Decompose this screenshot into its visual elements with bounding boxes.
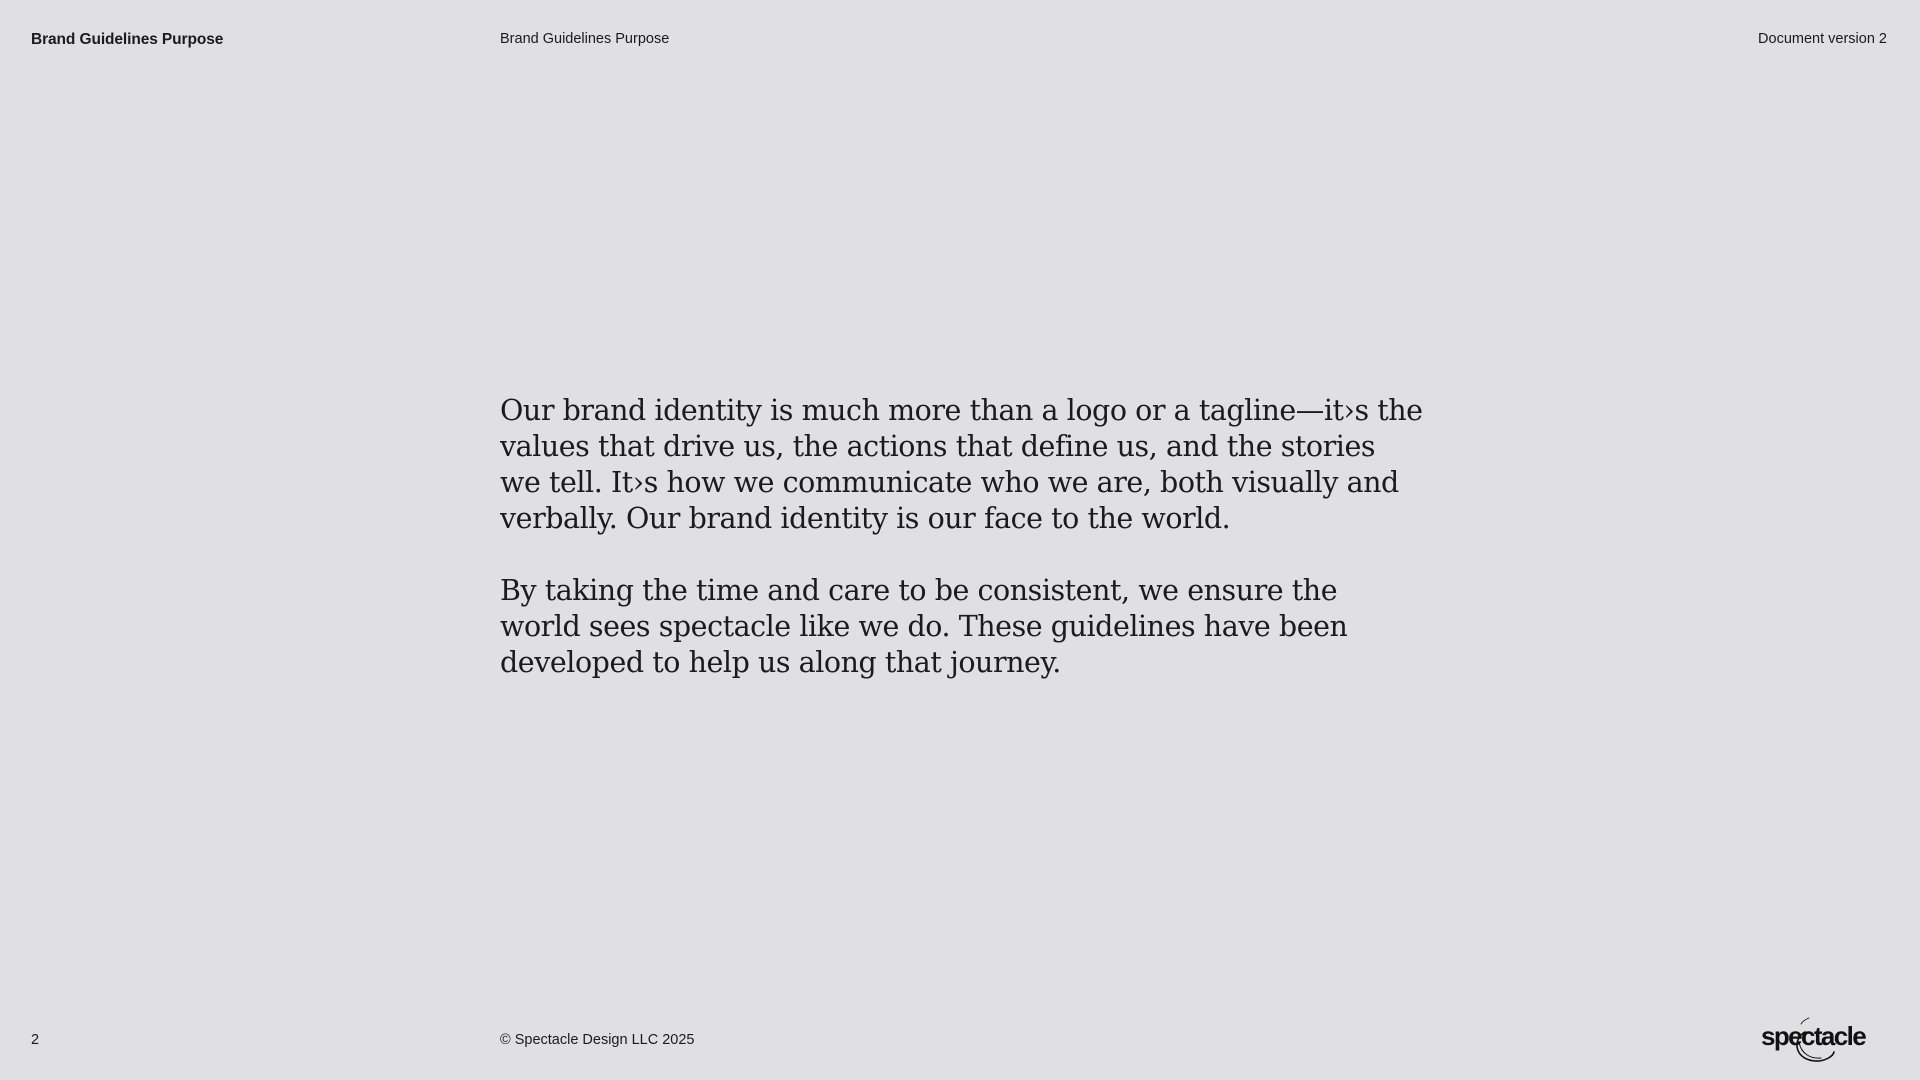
body-copy xyxy=(500,393,1460,681)
logo-wordmark: spectacle xyxy=(1761,1021,1866,1051)
paragraph-line: we tell. It›s how we communicate who we are, both visually and xyxy=(500,466,1399,499)
paragraph-line: world sees spectacle like we do. These guidelines have been xyxy=(500,610,1348,643)
copyright-notice: © Spectacle Design LLC 2025 xyxy=(500,1032,695,1048)
page-number: 2 xyxy=(31,1032,40,1048)
paragraph-line: developed to help us along that journey. xyxy=(500,646,1061,679)
spectacle-logo xyxy=(1761,1012,1887,1064)
paragraph-line: Our brand identity is much more than a logo or a tagline—it›s the xyxy=(500,394,1423,427)
section-title: Brand Guidelines Purpose xyxy=(500,31,670,47)
paragraph-brand-identity xyxy=(500,393,1460,537)
paragraph-line: By taking the time and care to be consistent, we ensure the xyxy=(500,574,1338,607)
document-version: Document version 2 xyxy=(1758,31,1887,47)
paragraph-consistency xyxy=(500,573,1460,681)
document-title: Brand Guidelines Purpose xyxy=(31,31,224,48)
paragraph-line: verbally. Our brand identity is our face to the world. xyxy=(500,502,1231,535)
paragraph-line: values that drive us, the actions that define us, and the stories xyxy=(500,430,1376,463)
